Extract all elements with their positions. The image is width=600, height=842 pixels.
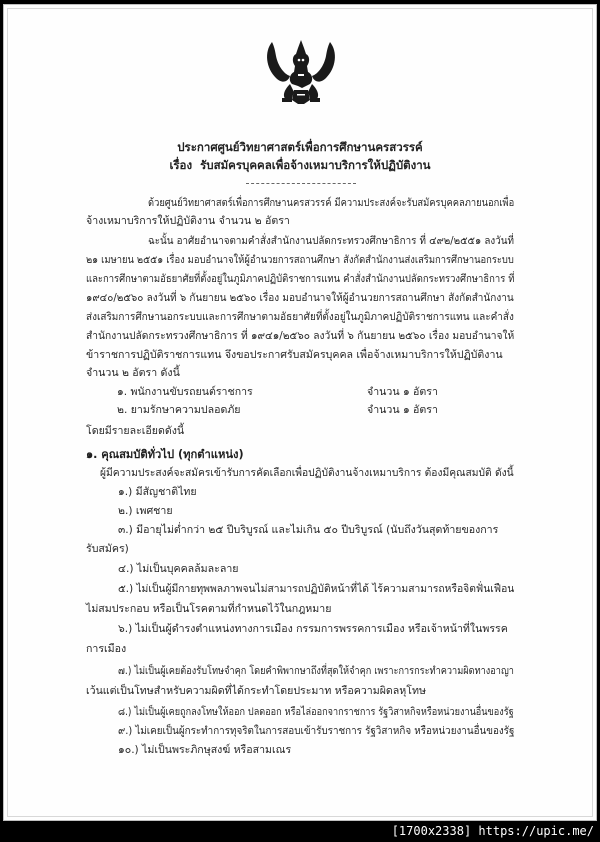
qualification-5: ๕.) ไม่เป็นผู้มีกายทุพพลภาพจนไม่สามารถปฏิบัติหน้าที่ได้ ไร้ความสามารถหรือจิตฟั่นเฟือน [118, 583, 515, 595]
section-1-intro: ผู้มีความประสงค์จะสมัครเข้ารับการคัดเลือกเพื่อปฏิบัติงานจ้างเหมาบริการ ต้องมีคุณสมบัติ ดังนี้ [100, 467, 514, 479]
paragraph-1-line: จ้างเหมาบริการให้ปฏิบัติงาน จำนวน ๒ อัตรา [86, 215, 290, 227]
details-intro: โดยมีรายละเอียดดังนี้ [86, 425, 185, 437]
position-name: ๒. ยามรักษาความปลอดภัย [117, 404, 241, 416]
image-size-watermark: [1700x2338] https://upic.me/ [391, 824, 594, 838]
announcement-title: ประกาศศูนย์วิทยาศาสตร์เพื่อการศึกษานครสวรรค์ [177, 140, 423, 154]
position-count: จำนวน ๑ อัตรา [367, 404, 438, 416]
paragraph-1-line: ด้วยศูนย์วิทยาศาสตร์เพื่อการศึกษานครสวรรค์ มีความประสงค์จะรับสมัครบุคคลภายนอกเพื่อ [148, 197, 515, 209]
qualification-6: ๖.) ไม่เป็นผู้ดำรงตำแหน่งทางการเมือง กรรมการพรรคการเมือง หรือเจ้าหน้าที่ในพรรค [118, 623, 508, 635]
document-page [3, 4, 597, 821]
qualification-5-cont: ไม่สมประกอบ หรือเป็นโรคตามที่กำหนดไว้ในกฎหมาย [86, 603, 332, 615]
paragraph-2-line: ส่งเสริมการศึกษานอกระบบและการศึกษาตามอัธยาศัยที่ตั้งอยู่ในภูมิภาคปฏิบัติราชการแทน และคำสั่ง [86, 311, 514, 323]
qualification-8: ๘.) ไม่เป็นผู้เคยถูกลงโทษให้ออก ปลดออก หรือไล่ออกจากราชการ รัฐวิสาหกิจหรือหน่วยงานอื่นของรัฐ [118, 706, 514, 718]
qualification-7: ๗.) ไม่เป็นผู้เคยต้องรับโทษจำคุก โดยคำพิพากษาถึงที่สุดให้จำคุก เพราะการกระทำความผิดทางอาญา [118, 665, 514, 677]
qualification-4: ๔.) ไม่เป็นบุคคลล้มละลาย [118, 563, 239, 575]
qualification-3: ๓.) มีอายุไม่ต่ำกว่า ๒๕ ปีบริบูรณ์ และไม่เกิน ๕๐ ปีบริบูรณ์ (นับถึงวันสุดท้ายของการ [118, 524, 499, 536]
position-count: จำนวน ๑ อัตรา [367, 386, 438, 398]
section-1-heading: ๑. คุณสมบัติทั่วไป (ทุกตำแหน่ง) [86, 448, 244, 461]
subject-text: รับสมัครบุคคลเพื่อจ้างเหมาบริการให้ปฏิบัติงาน [200, 158, 431, 172]
qualification-10: ๑๐.) ไม่เป็นพระภิกษุสงฆ์ หรือสามเณร [118, 744, 292, 756]
paragraph-2-line: ฉะนั้น อาศัยอำนาจตามคำสั่งสำนักงานปลัดกระทรวงศึกษาธิการ ที่ ๔๙๒/๒๕๕๑ ลงวันที่ [148, 235, 514, 247]
qualification-6-cont: การเมือง [86, 643, 127, 655]
paragraph-2-line: จำนวน ๒ อัตรา ดังนี้ [86, 367, 180, 379]
paragraph-2-line: ๑๙๔๐/๒๕๖๐ ลงวันที่ ๖ กันยายน ๒๕๖๐ เรื่อง มอบอำนาจให้ผู้อำนวยการสถานศึกษา สังกัดสำนักงาน [86, 292, 514, 304]
qualification-2: ๒.) เพศชาย [118, 505, 173, 517]
position-name: ๑. พนักงานขับรถยนต์ราชการ [117, 386, 253, 398]
qualification-7-cont: เว้นแต่เป็นโทษสำหรับความผิดที่ได้กระทำโดยประมาท หรือความผิดลหุโทษ [86, 685, 426, 697]
paragraph-2-line: ๒๑ เมษายน ๒๕๕๑ เรื่อง มอบอำนาจให้ผู้อำนวยการสถานศึกษา สังกัดสำนักงานส่งเสริมการศึกษานอกระบบ [86, 254, 514, 266]
announcement-subject [0, 157, 600, 175]
subject-label: เรื่อง [169, 158, 193, 172]
qualification-9: ๙.) ไม่เคยเป็นผู้กระทำการทุจริตในการสอบเข้ารับราชการ รัฐวิสาหกิจ หรือหน่วยงานอื่นของรัฐ [118, 725, 515, 737]
garuda-emblem-icon [262, 38, 340, 106]
paragraph-2-line: และการศึกษาตามอัธยาศัยที่ตั้งอยู่ในภูมิภาคปฏิบัติราชการแทน คำสั่งสำนักงานปลัดกระทรวงศึกษาธิการ ที่ [86, 273, 515, 285]
paragraph-2-line: สำนักงานปลัดกระทรวงศึกษาธิการ ที่ ๑๙๔๑/๒๕๖๐ ลงวันที่ ๖ กันยายน ๒๕๖๐ เรื่อง มอบอำนาจให้ [86, 330, 515, 342]
title-divider [246, 183, 356, 184]
qualification-3-cont: รับสมัคร) [86, 543, 129, 555]
paragraph-2-line: ข้าราชการปฏิบัติราชการแทน จึงขอประกาศรับสมัครบุคคล เพื่อจ้างเหมาบริการให้ปฏิบัติงาน [86, 349, 503, 361]
qualification-1: ๑.) มีสัญชาติไทย [118, 486, 197, 498]
